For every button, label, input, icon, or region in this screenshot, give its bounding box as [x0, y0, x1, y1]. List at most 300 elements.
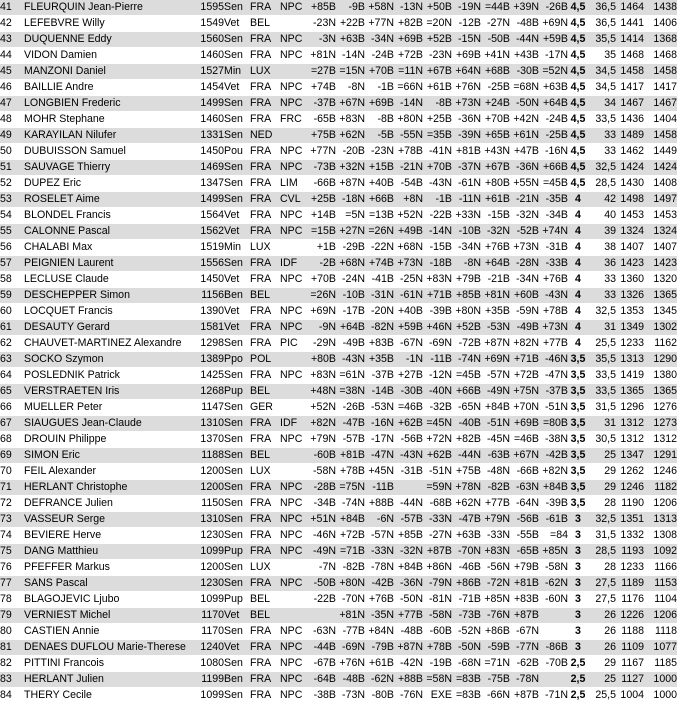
- table-row: [0, 176, 677, 192]
- category-cell: Sen: [224, 448, 250, 464]
- round-result-cell: -22N: [365, 240, 394, 256]
- points-cell: 4,5: [568, 96, 588, 112]
- round-result-cell: =80B: [539, 416, 568, 432]
- round-result-cell: +73N: [452, 96, 481, 112]
- tiebreak-cell: 29: [588, 480, 616, 496]
- round-result-cell: +35B: [365, 352, 394, 368]
- points-cell: 4: [568, 336, 588, 352]
- round-result-cell: -47B: [336, 416, 365, 432]
- player-name-cell: MANZONI Daniel: [24, 64, 194, 80]
- table-row: [0, 496, 677, 512]
- round-result-cell: -79B: [365, 640, 394, 656]
- tiebreak-cell: 33: [588, 288, 616, 304]
- player-name-cell: POSLEDNIK Patrick: [24, 368, 194, 384]
- tiebreak-cell: 27,5: [588, 576, 616, 592]
- round-result-cell: +50B: [423, 0, 452, 16]
- round-result-cell: +59B: [394, 320, 423, 336]
- rank-cell: 50: [0, 144, 24, 160]
- round-result-cell: +67B: [423, 64, 452, 80]
- round-result-cell: -16N: [365, 416, 394, 432]
- league-cell: [280, 64, 307, 80]
- federation-cell: FRA: [250, 96, 280, 112]
- round-result-cell: -33N: [365, 544, 394, 560]
- rating-average-cell: 1302: [644, 320, 677, 336]
- round-result-cell: +81B: [510, 576, 539, 592]
- round-result-cell: -72B: [452, 336, 481, 352]
- round-result-cell: -61N: [452, 176, 481, 192]
- points-cell: 4,5: [568, 32, 588, 48]
- tiebreak-cell: 28,5: [588, 544, 616, 560]
- rating-cell: 1170: [194, 608, 224, 624]
- round-result-cell: =45N: [423, 416, 452, 432]
- table-row: [0, 512, 677, 528]
- category-cell: Min: [224, 64, 250, 80]
- rating-cell: 1370: [194, 432, 224, 448]
- round-result-cell: -31N: [365, 288, 394, 304]
- round-result-cell: -6N: [365, 512, 394, 528]
- round-result-cell: =46B: [394, 400, 423, 416]
- round-result-cell: +87N: [336, 176, 365, 192]
- round-result-cell: -11B: [423, 352, 452, 368]
- round-result-cell: -58N: [307, 464, 336, 480]
- table-row: [0, 416, 677, 432]
- round-result-cell: +55N: [510, 176, 539, 192]
- round-result-cell: -33N: [423, 512, 452, 528]
- round-result-cell: +82N: [539, 464, 568, 480]
- performance-cell: 1190: [616, 496, 644, 512]
- round-result-cell: +63B: [452, 528, 481, 544]
- round-result-cell: -59B: [481, 640, 510, 656]
- federation-cell: LUX: [250, 240, 280, 256]
- round-result-cell: -79N: [423, 576, 452, 592]
- round-result-cell: +84B: [394, 560, 423, 576]
- round-result-cell: -11B: [365, 480, 394, 496]
- rank-cell: 62: [0, 336, 24, 352]
- player-name-cell: BAILLIE Andre: [24, 80, 194, 96]
- player-name-cell: VASSEUR Serge: [24, 512, 194, 528]
- player-name-cell: VIDON Damien: [24, 48, 194, 64]
- round-result-cell: -63N: [510, 480, 539, 496]
- rating-average-cell: 1497: [644, 192, 677, 208]
- round-result-cell: -27N: [481, 16, 510, 32]
- rating-average-cell: 1313: [644, 512, 677, 528]
- rating-average-cell: 1206: [644, 496, 677, 512]
- round-result-cell: +48N: [307, 384, 336, 400]
- round-result-cell: +84B: [481, 400, 510, 416]
- rating-cell: 1200: [194, 560, 224, 576]
- federation-cell: BEL: [250, 608, 280, 624]
- table-row: [0, 368, 677, 384]
- category-cell: Sen: [224, 528, 250, 544]
- performance-cell: 1349: [616, 320, 644, 336]
- rating-average-cell: 1365: [644, 384, 677, 400]
- round-result-cell: +62N: [452, 496, 481, 512]
- rank-cell: 45: [0, 64, 24, 80]
- round-result-cell: -80B: [365, 688, 394, 704]
- round-result-cell: -49N: [307, 544, 336, 560]
- performance-cell: 1498: [616, 192, 644, 208]
- round-result-cell: -76N: [481, 608, 510, 624]
- rank-cell: 79: [0, 608, 24, 624]
- tiebreak-cell: 31,5: [588, 400, 616, 416]
- player-name-cell: CHAUVET-MARTINEZ Alexandre: [24, 336, 194, 352]
- federation-cell: FRA: [250, 656, 280, 672]
- rank-cell: 52: [0, 176, 24, 192]
- table-row: [0, 656, 677, 672]
- round-result-cell: -30B: [510, 64, 539, 80]
- rank-cell: 44: [0, 48, 24, 64]
- round-result-cell: +77N: [365, 16, 394, 32]
- round-result-cell: -39B: [539, 496, 568, 512]
- player-name-cell: FLEURQUIN Jean-Pierre: [24, 0, 194, 16]
- performance-cell: 1233: [616, 336, 644, 352]
- round-result-cell: -25B: [539, 128, 568, 144]
- round-result-cell: +61B: [481, 192, 510, 208]
- round-result-cell: +84B: [336, 512, 365, 528]
- round-result-cell: -39B: [423, 304, 452, 320]
- player-name-cell: DESAUTY Gerard: [24, 320, 194, 336]
- category-cell: Vet: [224, 272, 250, 288]
- round-result-cell: +58N: [365, 0, 394, 16]
- round-result-cell: =58N: [423, 672, 452, 688]
- rating-average-cell: 1453: [644, 208, 677, 224]
- round-result-cell: =84: [539, 528, 568, 544]
- tiebreak-cell: 32,5: [588, 304, 616, 320]
- performance-cell: 1430: [616, 176, 644, 192]
- federation-cell: FRA: [250, 640, 280, 656]
- player-name-cell: DUBUISSON Samuel: [24, 144, 194, 160]
- round-result-cell: -19N: [452, 0, 481, 16]
- round-result-cell: -76N: [394, 688, 423, 704]
- player-name-cell: LECLUSE Claude: [24, 272, 194, 288]
- round-result-cell: +43B: [510, 48, 539, 64]
- league-cell: NPC: [280, 528, 307, 544]
- tiebreak-cell: 31,5: [588, 528, 616, 544]
- round-result-cell: EXE: [423, 688, 452, 704]
- rating-cell: 1389: [194, 352, 224, 368]
- league-cell: NPC: [280, 688, 307, 704]
- round-result-cell: +83N: [307, 368, 336, 384]
- round-result-cell: -62N: [539, 576, 568, 592]
- league-cell: [280, 352, 307, 368]
- rank-cell: 84: [0, 688, 24, 704]
- round-result-cell: +74B: [307, 80, 336, 96]
- round-result-cell: -48B: [510, 16, 539, 32]
- round-result-cell: -15B: [481, 208, 510, 224]
- performance-cell: 1312: [616, 416, 644, 432]
- round-result-cell: +87B: [423, 544, 452, 560]
- round-result-cell: =68N: [510, 80, 539, 96]
- round-result-cell: +61N: [510, 128, 539, 144]
- federation-cell: FRA: [250, 80, 280, 96]
- player-name-cell: SIAUGUES Jean-Claude: [24, 416, 194, 432]
- round-result-cell: -21N: [510, 192, 539, 208]
- rank-cell: 51: [0, 160, 24, 176]
- federation-cell: FRA: [250, 528, 280, 544]
- round-result-cell: =44B: [481, 0, 510, 16]
- category-cell: Ben: [224, 672, 250, 688]
- round-result-cell: +49B: [394, 224, 423, 240]
- table-row: [0, 384, 677, 400]
- table-row: [0, 32, 677, 48]
- round-result-cell: [539, 672, 568, 688]
- round-result-cell: -74N: [452, 352, 481, 368]
- round-result-cell: +81N: [307, 48, 336, 64]
- round-result-cell: +73N: [539, 320, 568, 336]
- performance-cell: 1424: [616, 160, 644, 176]
- round-result-cell: +81N: [336, 608, 365, 624]
- round-result-cell: -67N: [394, 336, 423, 352]
- round-result-cell: +43N: [481, 144, 510, 160]
- tiebreak-cell: 33,5: [588, 384, 616, 400]
- rating-cell: 1460: [194, 112, 224, 128]
- rating-cell: 1469: [194, 160, 224, 176]
- round-result-cell: +69N: [481, 352, 510, 368]
- category-cell: Vet: [224, 608, 250, 624]
- points-cell: 2,5: [568, 656, 588, 672]
- rating-cell: 1099: [194, 592, 224, 608]
- round-result-cell: +32N: [336, 160, 365, 176]
- round-result-cell: -50B: [481, 32, 510, 48]
- round-result-cell: +69B: [365, 96, 394, 112]
- points-cell: 3,5: [568, 416, 588, 432]
- round-result-cell: +86N: [423, 560, 452, 576]
- table-row: [0, 608, 677, 624]
- round-result-cell: -63N: [307, 624, 336, 640]
- points-cell: 3,5: [568, 432, 588, 448]
- category-cell: Pup: [224, 592, 250, 608]
- round-result-cell: +25B: [307, 192, 336, 208]
- rank-cell: 76: [0, 560, 24, 576]
- round-result-cell: -36N: [394, 576, 423, 592]
- round-result-cell: -48N: [481, 464, 510, 480]
- round-result-cell: -51N: [423, 464, 452, 480]
- points-cell: 3: [568, 608, 588, 624]
- round-result-cell: -13N: [394, 0, 423, 16]
- table-row: [0, 112, 677, 128]
- table-row: [0, 160, 677, 176]
- category-cell: Sen: [224, 400, 250, 416]
- rating-average-cell: 1185: [644, 656, 677, 672]
- round-result-cell: -17N: [365, 432, 394, 448]
- category-cell: Sen: [224, 576, 250, 592]
- round-result-cell: =71N: [481, 656, 510, 672]
- round-result-cell: -32B: [423, 400, 452, 416]
- round-result-cell: -14N: [423, 224, 452, 240]
- rank-cell: 46: [0, 80, 24, 96]
- round-result-cell: -58N: [539, 560, 568, 576]
- table-row: [0, 224, 677, 240]
- tiebreak-cell: 26: [588, 624, 616, 640]
- player-name-cell: PEIGNIEN Laurent: [24, 256, 194, 272]
- round-result-cell: -17B: [336, 304, 365, 320]
- round-result-cell: +24B: [481, 96, 510, 112]
- round-result-cell: -51N: [481, 416, 510, 432]
- round-result-cell: -48B: [336, 672, 365, 688]
- round-result-cell: -56B: [510, 512, 539, 528]
- rating-average-cell: 1162: [644, 336, 677, 352]
- round-result-cell: -34B: [539, 208, 568, 224]
- rating-average-cell: 1104: [644, 592, 677, 608]
- round-result-cell: =35B: [423, 128, 452, 144]
- federation-cell: FRA: [250, 144, 280, 160]
- table-row: [0, 64, 677, 80]
- round-result-cell: -81N: [423, 592, 452, 608]
- round-result-cell: +59B: [539, 32, 568, 48]
- rating-cell: 1562: [194, 224, 224, 240]
- category-cell: Sen: [224, 496, 250, 512]
- table-row: [0, 640, 677, 656]
- round-result-cell: -34N: [365, 32, 394, 48]
- table-row: [0, 400, 677, 416]
- rating-cell: 1080: [194, 656, 224, 672]
- round-result-cell: -77N: [510, 640, 539, 656]
- round-result-cell: =5N: [336, 208, 365, 224]
- round-result-cell: +82N: [307, 416, 336, 432]
- round-result-cell: +27N: [336, 224, 365, 240]
- round-result-cell: +86B: [452, 576, 481, 592]
- round-result-cell: +82B: [394, 16, 423, 32]
- round-result-cell: -14N: [394, 96, 423, 112]
- category-cell: Min: [224, 240, 250, 256]
- performance-cell: 1458: [616, 64, 644, 80]
- performance-cell: 1360: [616, 272, 644, 288]
- round-result-cell: -77B: [336, 624, 365, 640]
- table-row: [0, 256, 677, 272]
- points-cell: 4,5: [568, 0, 588, 16]
- rating-cell: 1564: [194, 208, 224, 224]
- points-cell: 4,5: [568, 144, 588, 160]
- points-cell: 4: [568, 304, 588, 320]
- round-result-cell: -20B: [336, 144, 365, 160]
- points-cell: 4: [568, 256, 588, 272]
- round-result-cell: +75B: [452, 464, 481, 480]
- rating-cell: 1460: [194, 48, 224, 64]
- round-result-cell: +71B: [423, 288, 452, 304]
- round-result-cell: -5B: [365, 128, 394, 144]
- category-cell: Sen: [224, 560, 250, 576]
- rating-cell: 1331: [194, 128, 224, 144]
- round-result-cell: -62N: [365, 672, 394, 688]
- league-cell: LIM: [280, 176, 307, 192]
- round-result-cell: -36N: [510, 160, 539, 176]
- rating-average-cell: 1424: [644, 160, 677, 176]
- rating-average-cell: 1291: [644, 448, 677, 464]
- federation-cell: FRA: [250, 480, 280, 496]
- rank-cell: 73: [0, 512, 24, 528]
- rank-cell: 71: [0, 480, 24, 496]
- category-cell: Sen: [224, 432, 250, 448]
- round-result-cell: -65B: [307, 112, 336, 128]
- federation-cell: BEL: [250, 448, 280, 464]
- round-result-cell: +52B: [452, 320, 481, 336]
- performance-cell: 1468: [616, 48, 644, 64]
- rating-average-cell: 1206: [644, 608, 677, 624]
- rating-cell: 1199: [194, 672, 224, 688]
- round-result-cell: -42N: [394, 656, 423, 672]
- table-row: [0, 480, 677, 496]
- round-result-cell: +85B: [394, 528, 423, 544]
- round-result-cell: -60B: [423, 624, 452, 640]
- round-result-cell: -56N: [481, 560, 510, 576]
- round-result-cell: +40B: [365, 176, 394, 192]
- round-result-cell: =15N: [336, 64, 365, 80]
- round-result-cell: +76B: [365, 592, 394, 608]
- round-result-cell: +79N: [481, 512, 510, 528]
- round-result-cell: +64B: [539, 96, 568, 112]
- table-row: [0, 432, 677, 448]
- category-cell: Sen: [224, 368, 250, 384]
- round-result-cell: =52N: [539, 64, 568, 80]
- category-cell: Sen: [224, 128, 250, 144]
- rating-cell: 1230: [194, 528, 224, 544]
- league-cell: NPC: [280, 160, 307, 176]
- category-cell: Sen: [224, 480, 250, 496]
- round-result-cell: -24N: [336, 272, 365, 288]
- rank-cell: 64: [0, 368, 24, 384]
- round-result-cell: -42B: [539, 448, 568, 464]
- points-cell: 4,5: [568, 112, 588, 128]
- rating-cell: 1499: [194, 96, 224, 112]
- round-result-cell: +81B: [336, 448, 365, 464]
- round-result-cell: +64N: [452, 64, 481, 80]
- rank-cell: 58: [0, 272, 24, 288]
- round-result-cell: +47B: [510, 144, 539, 160]
- round-result-cell: -18N: [336, 192, 365, 208]
- player-name-cell: DUPEZ Eric: [24, 176, 194, 192]
- round-result-cell: +62B: [394, 416, 423, 432]
- round-result-cell: -40B: [452, 416, 481, 432]
- round-result-cell: +68N: [336, 256, 365, 272]
- rank-cell: 63: [0, 352, 24, 368]
- rating-cell: 1156: [194, 288, 224, 304]
- round-result-cell: +62N: [336, 128, 365, 144]
- federation-cell: FRA: [250, 304, 280, 320]
- tiebreak-cell: 35,5: [588, 32, 616, 48]
- round-result-cell: -33N: [481, 528, 510, 544]
- round-result-cell: -25B: [481, 80, 510, 96]
- player-name-cell: SOCKO Szymon: [24, 352, 194, 368]
- round-result-cell: -12N: [423, 368, 452, 384]
- federation-cell: POL: [250, 352, 280, 368]
- performance-cell: 1436: [616, 112, 644, 128]
- round-result-cell: -86B: [539, 640, 568, 656]
- round-result-cell: -46N: [539, 352, 568, 368]
- rating-cell: 1595: [194, 0, 224, 16]
- rating-average-cell: 1312: [644, 432, 677, 448]
- player-name-cell: FEIL Alexander: [24, 464, 194, 480]
- rank-cell: 59: [0, 288, 24, 304]
- federation-cell: FRA: [250, 624, 280, 640]
- round-result-cell: +83N: [336, 112, 365, 128]
- league-cell: [280, 592, 307, 608]
- round-result-cell: -43N: [423, 176, 452, 192]
- federation-cell: FRA: [250, 576, 280, 592]
- round-result-cell: =71B: [336, 544, 365, 560]
- category-cell: Sen: [224, 656, 250, 672]
- federation-cell: BEL: [250, 592, 280, 608]
- player-name-cell: HERLANT Julien: [24, 672, 194, 688]
- rank-cell: 55: [0, 224, 24, 240]
- rank-cell: 75: [0, 544, 24, 560]
- round-result-cell: +85B: [307, 0, 336, 16]
- rating-cell: 1200: [194, 464, 224, 480]
- performance-cell: 1417: [616, 80, 644, 96]
- round-result-cell: +64B: [481, 256, 510, 272]
- round-result-cell: +62B: [423, 448, 452, 464]
- round-result-cell: -7N: [307, 560, 336, 576]
- round-result-cell: -53N: [481, 320, 510, 336]
